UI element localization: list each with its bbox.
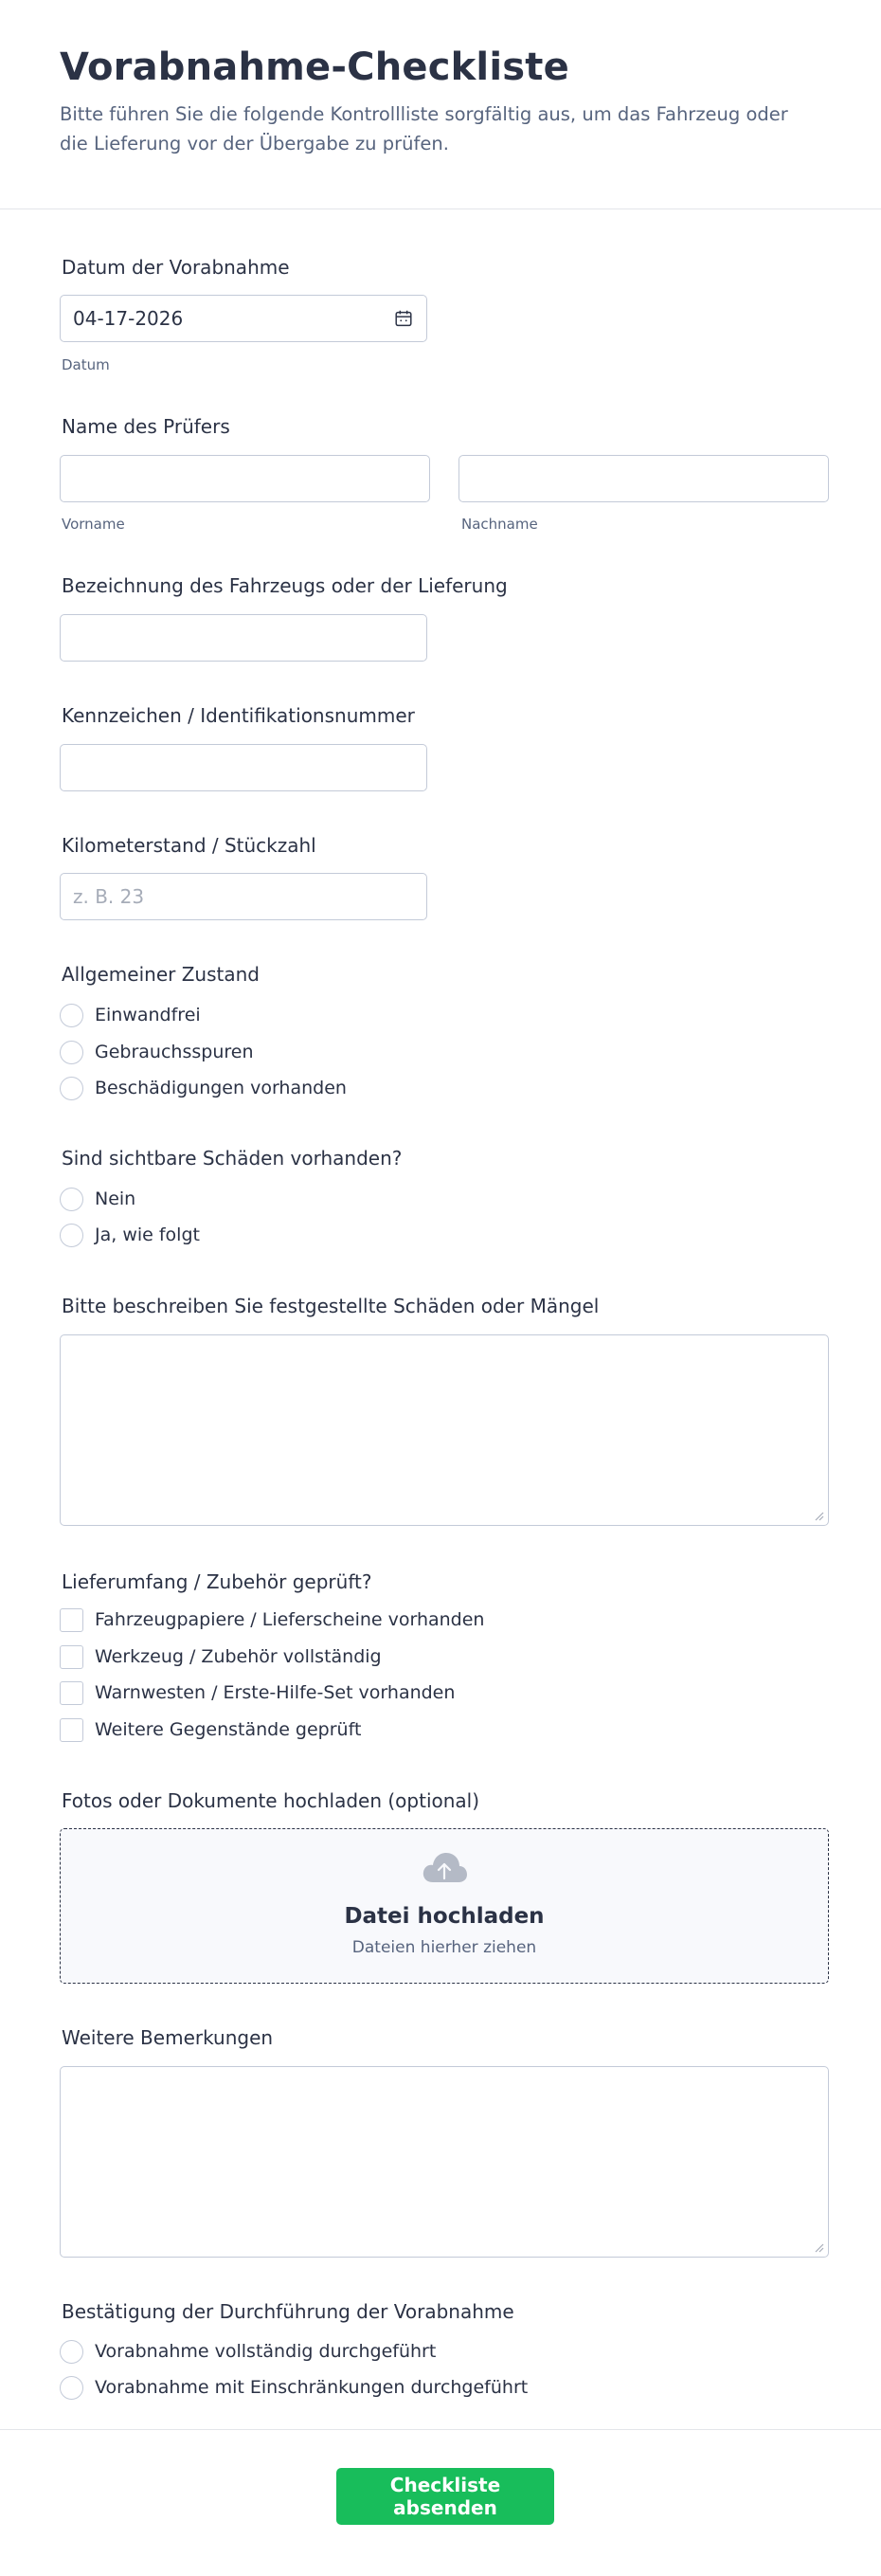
calendar-icon[interactable]	[393, 308, 414, 329]
date-value: 04-17-2026	[73, 307, 184, 330]
checkbox[interactable]	[60, 1718, 83, 1742]
condition-option-einwandfrei[interactable]: Einwandfrei	[60, 1004, 723, 1028]
date-input[interactable]	[60, 295, 427, 342]
plate-label: Kennzeichen / Identifikationsnummer	[62, 704, 415, 727]
upload-label: Fotos oder Dokumente hochladen (optional)	[62, 1789, 480, 1812]
date-label: Datum der Vorabnahme	[62, 256, 290, 279]
scope-option-werkzeug[interactable]: Werkzeug / Zubehör vollständig	[60, 1645, 723, 1670]
scope-option-papiere[interactable]: Fahrzeugpapiere / Lieferscheine vorhanden	[60, 1608, 723, 1633]
form-footer	[0, 2429, 881, 2576]
vehicle-input[interactable]	[60, 614, 427, 662]
confirmation-option-vollstaendig[interactable]: Vorabnahme vollständig durchgeführt	[60, 2340, 723, 2365]
upload-title: Datei hochladen	[344, 1904, 545, 1929]
inspector-label: Name des Prüfers	[62, 415, 230, 438]
form-header	[0, 0, 881, 209]
page-description: Bitte führen Sie die folgende Kontrollliste sorgfältig aus, um das Fahrzeug oder die Lieferung vor der Übergabe zu prüfen.	[60, 103, 788, 154]
resize-handle-icon[interactable]	[813, 2241, 824, 2253]
plate-input[interactable]	[60, 744, 427, 791]
radio-button[interactable]	[60, 2340, 83, 2364]
checkbox[interactable]	[60, 1645, 83, 1669]
date-sublabel: Datum	[62, 356, 110, 373]
damage-label: Sind sichtbare Schäden vorhanden?	[62, 1147, 403, 1170]
first-name-sublabel: Vorname	[62, 516, 125, 533]
checkbox[interactable]	[60, 1608, 83, 1632]
confirmation-label: Bestätigung der Durchführung der Vorabnahme	[62, 2300, 514, 2323]
file-upload-dropzone[interactable]	[60, 1828, 829, 1984]
scope-option-warnwesten[interactable]: Warnwesten / Erste-Hilfe-Set vorhanden	[60, 1681, 723, 1706]
remarks-textarea[interactable]	[60, 2066, 829, 2258]
checkbox[interactable]	[60, 1681, 83, 1705]
condition-option-beschaedigungen[interactable]: Beschädigungen vorhanden	[60, 1077, 723, 1101]
radio-button[interactable]	[60, 1224, 83, 1247]
mileage-input[interactable]	[60, 873, 427, 920]
radio-button[interactable]	[60, 2376, 83, 2400]
radio-button[interactable]	[60, 1041, 83, 1064]
radio-button[interactable]	[60, 1004, 83, 1027]
damage-option-ja[interactable]: Ja, wie folgt	[60, 1224, 723, 1248]
resize-handle-icon[interactable]	[813, 1510, 824, 1521]
submit-button[interactable]: Checkliste absenden	[336, 2468, 554, 2525]
condition-option-gebrauchsspuren[interactable]: Gebrauchsspuren	[60, 1041, 723, 1065]
mileage-placeholder: z. B. 23	[73, 885, 145, 908]
vehicle-label: Bezeichnung des Fahrzeugs oder der Lieferung	[62, 574, 508, 597]
remarks-label: Weitere Bemerkungen	[62, 2026, 274, 2049]
last-name-input[interactable]	[458, 455, 829, 502]
condition-label: Allgemeiner Zustand	[62, 963, 260, 986]
scope-option-weitere[interactable]: Weitere Gegenstände geprüft	[60, 1718, 723, 1743]
mileage-label: Kilometerstand / Stückzahl	[62, 834, 316, 857]
confirmation-option-einschraenkungen[interactable]: Vorabnahme mit Einschränkungen durchgeführt	[60, 2376, 723, 2401]
damage-option-nein[interactable]: Nein	[60, 1188, 723, 1212]
radio-button[interactable]	[60, 1188, 83, 1211]
upload-subtitle: Dateien hierher ziehen	[351, 1938, 537, 1957]
cloud-upload-icon	[421, 1850, 468, 1886]
last-name-sublabel: Nachname	[461, 516, 538, 533]
damage-description-textarea[interactable]	[60, 1334, 829, 1526]
damage-description-label: Bitte beschreiben Sie festgestellte Schäden oder Mängel	[62, 1295, 600, 1317]
page-title: Vorabnahme-Checkliste	[60, 45, 569, 89]
first-name-input[interactable]	[60, 455, 430, 502]
radio-button[interactable]	[60, 1077, 83, 1100]
scope-label: Lieferumfang / Zubehör geprüft?	[62, 1570, 372, 1593]
